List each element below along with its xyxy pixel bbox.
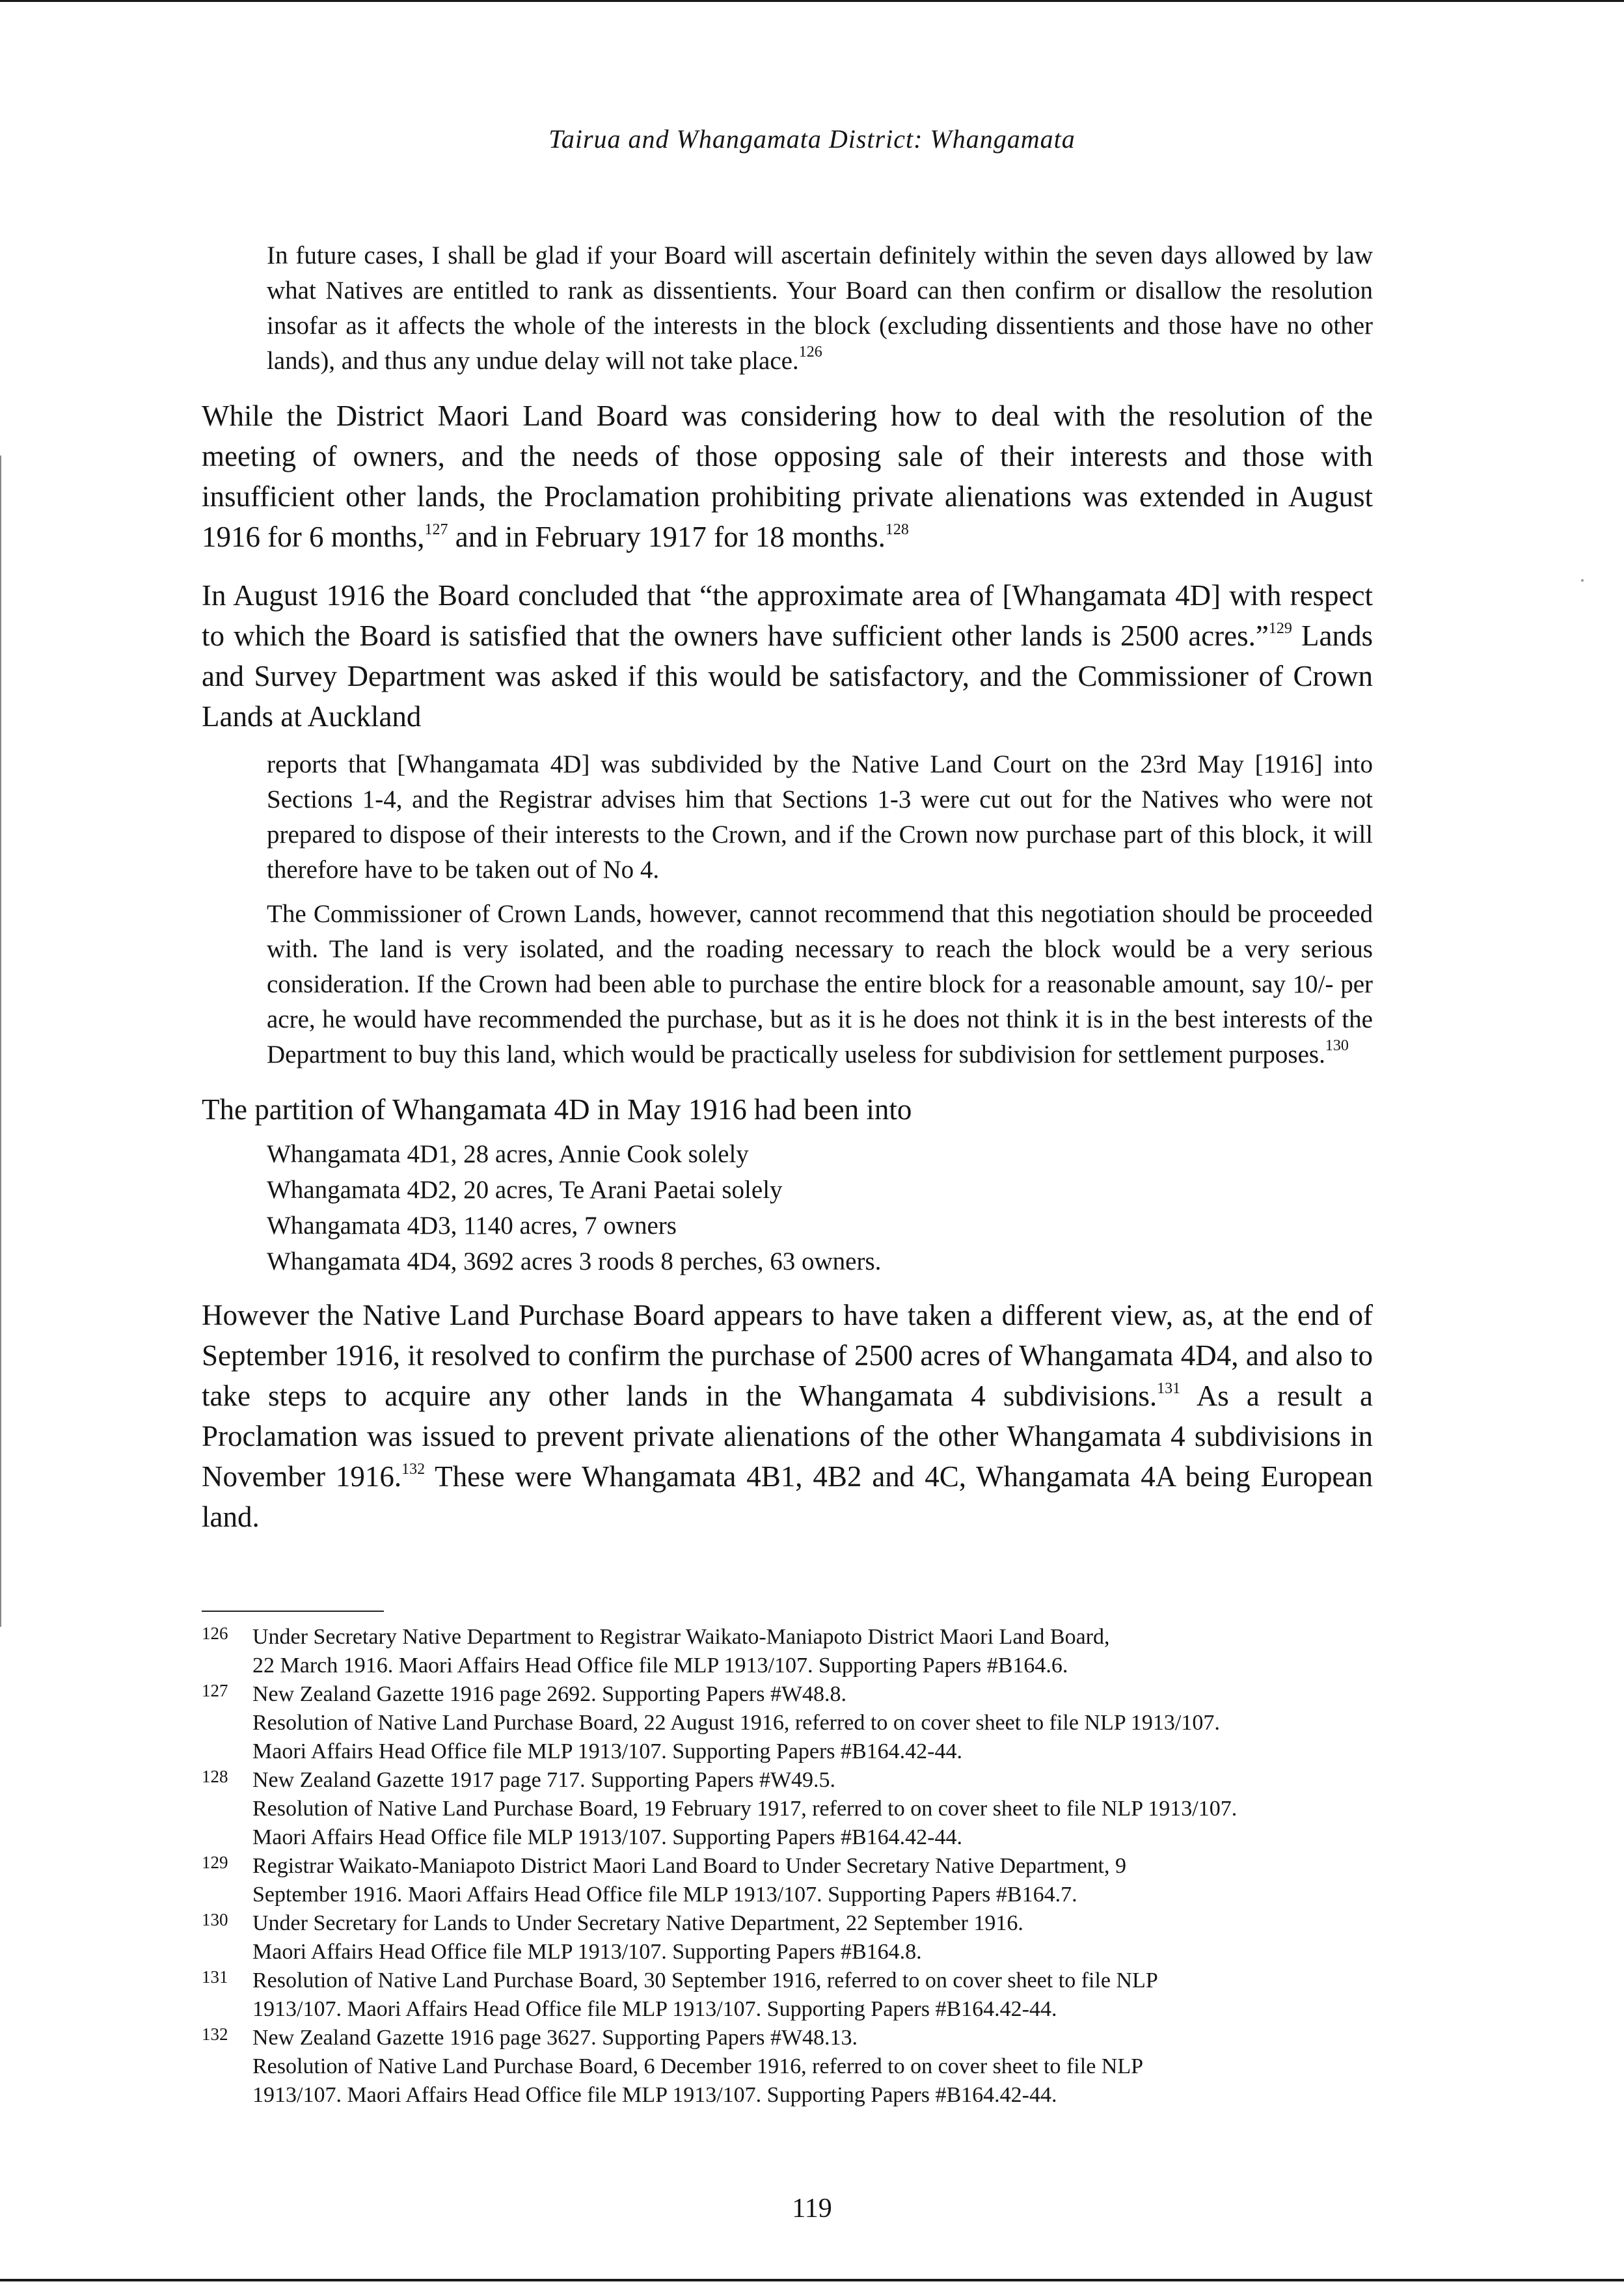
footnote-line: Maori Affairs Head Office file MLP 1913/107. Supporting Papers #B164.42-44.	[252, 1825, 963, 1849]
paragraph-text: Lands and Survey Department was asked if this would be satisfactory, and the Commissioner of Crown Lands at Auckland	[202, 619, 1373, 733]
footnote	[202, 1909, 1386, 1966]
footnote-line: 22 March 1916. Maori Affairs Head Office file MLP 1913/107. Supporting Papers #B164.6.	[252, 1653, 1068, 1678]
footnote-line: Under Secretary Native Department to Registrar Waikato-Maniapoto District Maori Land Board,	[252, 1625, 1110, 1649]
footnote-line: 1913/107. Maori Affairs Head Office file MLP 1913/107. Supporting Papers #B164.42-44.	[252, 2083, 1057, 2107]
footnote-ref[interactable]: 128	[885, 521, 909, 538]
block-quote: reports that [Whangamata 4D] was subdivided by the Native Land Court on the 23rd May [1916] into Sections 1-4, and the Registrar advises him that Sections 1-3 were cut out for the Natives who were not prepared to dispose of their interests to the Crown, and if the Crown now purchase part of this block, it will therefore have to be taken out of No 4.	[267, 750, 1373, 884]
footnote-line: New Zealand Gazette 1916 page 2692. Supporting Papers #W48.8.	[252, 1682, 847, 1706]
footnote-line: Resolution of Native Land Purchase Board, 30 September 1916, referred to on cover sheet to file NLP	[252, 1968, 1158, 1993]
footnote-line: 1913/107. Maori Affairs Head Office file MLP 1913/107. Supporting Papers #B164.42-44.	[252, 1997, 1057, 2021]
footnote-line: New Zealand Gazette 1917 page 717. Supporting Papers #W49.5.	[252, 1768, 836, 1792]
footnote-line: Maori Affairs Head Office file MLP 1913/107. Supporting Papers #B164.8.	[252, 1940, 922, 1964]
footnote-rule	[202, 1611, 384, 1612]
footnote	[202, 1966, 1386, 2024]
scan-edge-top	[0, 0, 1624, 2]
footnote-line: Under Secretary for Lands to Under Secretary Native Department, 22 September 1916.	[252, 1911, 1023, 1935]
paragraph-text: While the District Maori Land Board was considering how to deal with the resolution of the meeting of owners, and the needs of those opposing sale of their interests and those with insufficient other lands, the Proclamation prohibiting private alienations was extended in August 1916 for 6 months,	[202, 400, 1373, 553]
scan-edge-left	[0, 456, 1, 1627]
block-quote	[267, 238, 1373, 379]
list-item: Whangamata 4D4, 3692 acres 3 roods 8 perches, 63 owners.	[267, 1247, 882, 1275]
quote-text: In future cases, I shall be glad if your Board will ascertain definitely within the seven days allowed by law what Natives are entitled to rank as dissentients. Your Board can then confirm or disallow the resolution insofar as it affects the whole of the interests in the block (excluding dissentients and those have no other lands), and thus any undue delay will not take place.	[267, 241, 1373, 375]
footnote-ref[interactable]: 130	[1325, 1037, 1349, 1054]
footnote-line: Registrar Waikato-Maniapoto District Maori Land Board to Under Secretary Native Department, 9	[252, 1854, 1126, 1878]
main-text	[202, 238, 1373, 1537]
list-item: Whangamata 4D1, 28 acres, Annie Cook solely	[267, 1140, 749, 1168]
footnote-number: 130	[202, 1910, 228, 1929]
list-item: Whangamata 4D3, 1140 acres, 7 owners	[267, 1212, 677, 1240]
scan-speck	[1581, 579, 1584, 582]
partition-list	[267, 1136, 1373, 1279]
paragraph-text: and in February 1917 for 18 months.	[448, 521, 886, 553]
running-head: Tairua and Whangamata District: Whangamata	[548, 124, 1076, 154]
footnote-line: New Zealand Gazette 1916 page 3627. Supporting Papers #W48.13.	[252, 2026, 858, 2050]
footnote-number: 132	[202, 2024, 228, 2044]
paragraph-text: In August 1916 the Board concluded that “the approximate area of [Whangamata 4D] with respect to which the Board is satisfied that the owners have sufficient other lands is 2500 acres.”	[202, 579, 1373, 652]
footnote-ref[interactable]: 129	[1268, 619, 1292, 637]
footnote	[202, 1766, 1386, 1852]
paragraph-text: However the Native Land Purchase Board appears to have taken a different view, as, at the end of September 1916, it resolved to confirm the purchase of 2500 acres of Whangamata 4D4, and also to take steps to acquire any other lands in the Whangamata 4 subdivisions.	[202, 1299, 1373, 1412]
block-quote	[267, 897, 1373, 1072]
footnote-line: Resolution of Native Land Purchase Board, 19 February 1917, referred to on cover sheet to file NLP 1913/107.	[252, 1797, 1238, 1821]
footnote-line: Resolution of Native Land Purchase Board, 22 August 1916, referred to on cover sheet to file NLP 1913/107.	[252, 1711, 1220, 1735]
footnote-line: September 1916. Maori Affairs Head Office file MLP 1913/107. Supporting Papers #B164.7.	[252, 1883, 1077, 1907]
footnote-number: 126	[202, 1624, 228, 1643]
paragraph	[202, 575, 1373, 737]
footnote	[202, 1680, 1386, 1766]
footnote-number: 127	[202, 1681, 228, 1700]
scan-edge-bottom	[0, 2279, 1624, 2281]
footnote-line: Maori Affairs Head Office file MLP 1913/107. Supporting Papers #B164.42-44.	[252, 1739, 963, 1763]
footnote-number: 131	[202, 1967, 228, 1987]
footnote-ref[interactable]: 131	[1157, 1380, 1181, 1397]
footnote	[202, 1623, 1386, 1680]
quote-text: The Commissioner of Crown Lands, however, cannot recommend that this negotiation should be proceeded with. The land is very isolated, and the roading necessary to reach the block would be a very serious consideration. If the Crown had been able to purchase the entire block for a reasonable amount, say 10/- per acre, he would have recommended the purchase, but as it is he does not think it is in the best interests of the Department to buy this land, which would be practically useless for subdivision for settlement purposes.	[267, 900, 1373, 1068]
footnote-line: Resolution of Native Land Purchase Board, 6 December 1916, referred to on cover sheet to file NLP	[252, 2054, 1144, 2078]
list-item: Whangamata 4D2, 20 acres, Te Arani Paetai solely	[267, 1176, 783, 1204]
footnote-ref[interactable]: 126	[798, 343, 822, 361]
footnote-ref[interactable]: 132	[401, 1460, 426, 1478]
footnote	[202, 1852, 1386, 1909]
page-number: 119	[792, 2194, 832, 2224]
paragraph	[202, 396, 1373, 557]
footnotes	[202, 1623, 1386, 2110]
paragraph	[202, 1295, 1373, 1537]
footnote	[202, 2024, 1386, 2110]
paragraph: The partition of Whangamata 4D in May 1916 had been into	[202, 1093, 912, 1126]
footnote-number: 129	[202, 1853, 228, 1872]
paragraph-text: As a result a Proclamation was issued to prevent private alienations of the other Whangamata 4 subdivisions in November 1916.	[202, 1380, 1373, 1493]
paragraph-text: These were Whangamata 4B1, 4B2 and 4C, Whangamata 4A being European land.	[202, 1460, 1373, 1533]
footnote-number: 128	[202, 1767, 228, 1786]
footnote-ref[interactable]: 127	[424, 521, 448, 538]
